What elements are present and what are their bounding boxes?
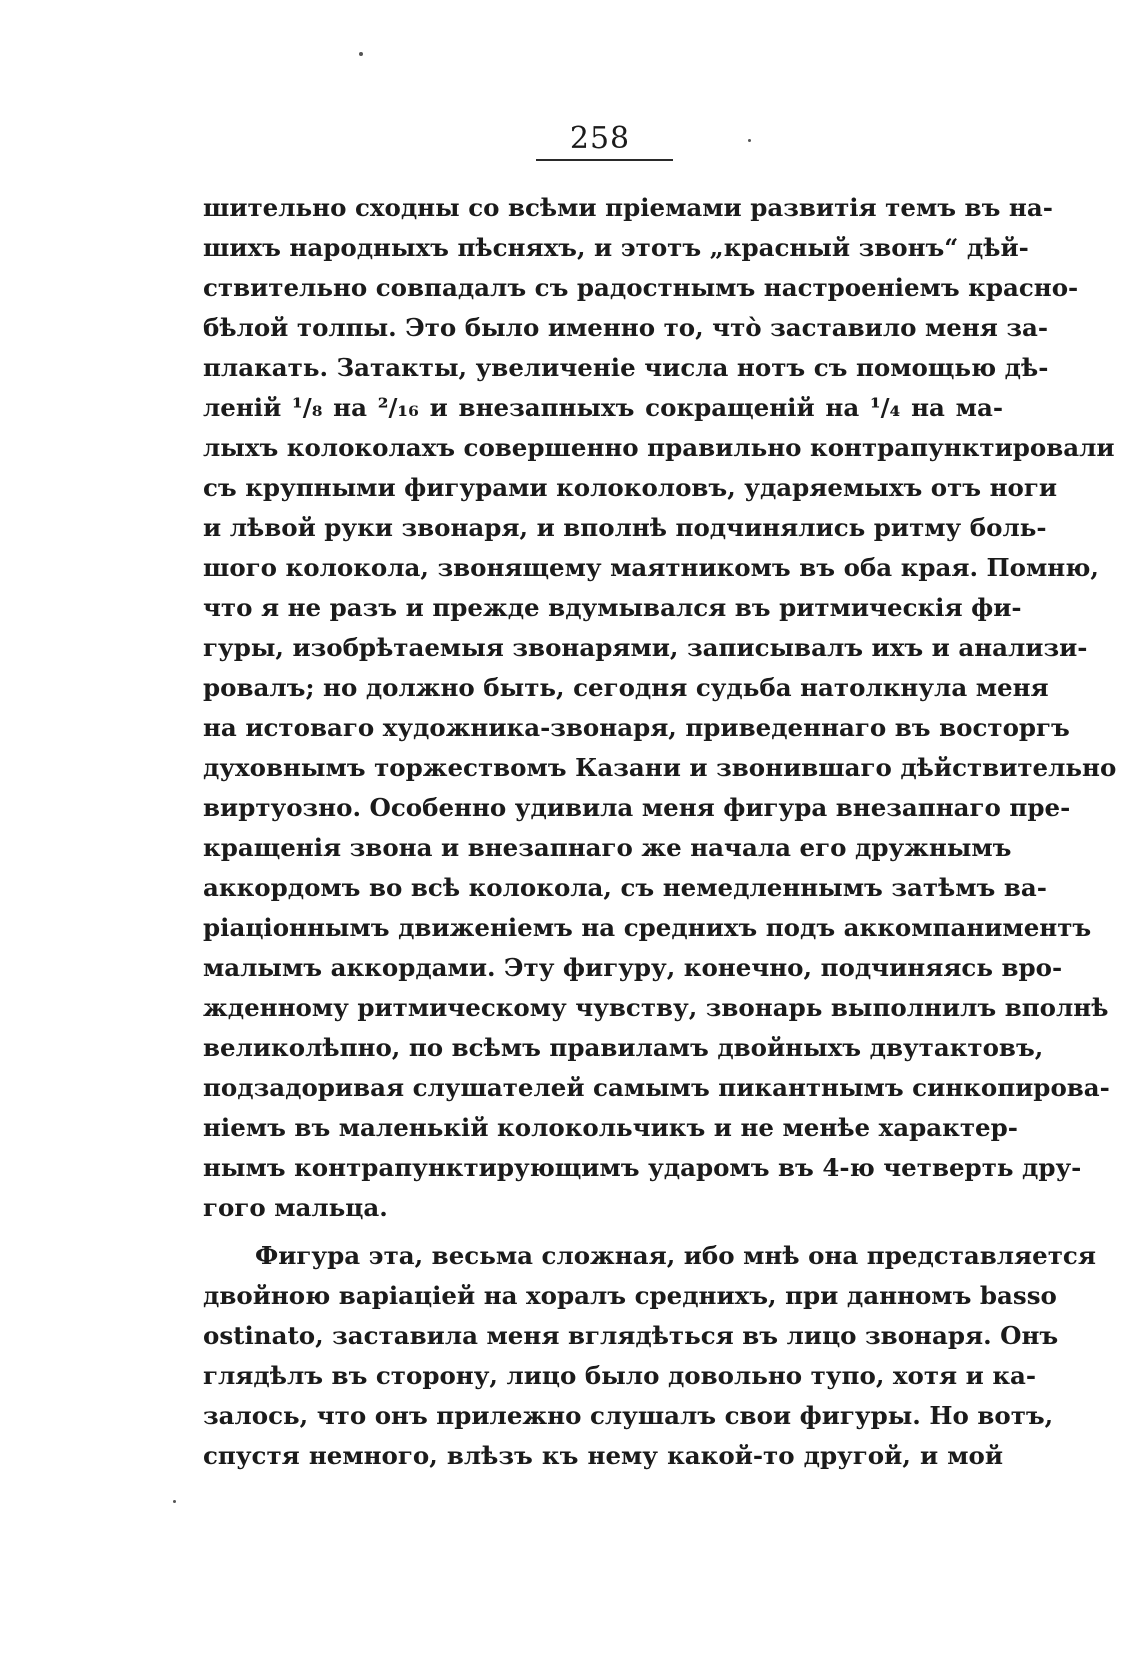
text-line: шого колокола, звонящему маятникомъ въ оба края. Помню,	[203, 553, 1099, 582]
text-line: виртуозно. Особенно удивила меня фигура внезапнаго пре-	[203, 793, 1071, 822]
text-line: бѣлой толпы. Это было именно то, что̀ заставило меня за-	[203, 313, 1049, 342]
text-line: спустя немного, влѣзъ къ нему какой-то другой, и мой	[203, 1441, 1003, 1470]
text-line: нымъ контрапунктирующимъ ударомъ въ 4-ю четверть дру-	[203, 1153, 1082, 1182]
paragraph-1	[203, 188, 1117, 1228]
text-line: подзадоривая слушателей самымъ пикантнымъ синкопирова-	[203, 1073, 1110, 1102]
text-line: шихъ народныхъ пѣсняхъ, и этотъ „красный звонъ“ дѣй-	[203, 233, 1029, 262]
text-line: ріаціоннымъ движеніемъ на среднихъ подъ аккомпаниментъ	[203, 913, 1092, 942]
text-line: на истоваго художника-звонаря, приведеннаго въ восторгъ	[203, 713, 1070, 742]
text-line: духовнымъ торжествомъ Казани и звонившаго дѣйствительно	[203, 753, 1117, 782]
text-line: лыхъ колоколахъ совершенно правильно контрапунктировали	[203, 433, 1115, 462]
body-text	[203, 188, 1117, 1476]
text-line: шительно сходны со всѣми пріемами развитія темъ въ на-	[203, 193, 1053, 222]
text-line: что я не разъ и прежде вдумывался въ ритмическія фи-	[203, 593, 1022, 622]
text-line: ніемъ въ маленькій колокольчикъ и не менѣе характер-	[203, 1113, 1018, 1142]
text-line: аккордомъ во всѣ колокола, съ немедленнымъ затѣмъ ва-	[203, 873, 1047, 902]
text-line: съ крупными фигурами колоколовъ, ударяемыхъ отъ ноги	[203, 473, 1058, 502]
paragraph-2	[203, 1236, 1096, 1476]
text-line: гого мальца.	[203, 1193, 388, 1222]
text-line: двойною варіаціей на хоралъ среднихъ, при данномъ basso	[203, 1281, 1057, 1310]
text-line: леній ¹/₈ на ²/₁₆ и внезапныхъ сокращеній на ¹/₄ на ма-	[203, 393, 1003, 422]
text-line: малымъ аккордами. Эту фигуру, конечно, подчиняясь вро-	[203, 953, 1063, 982]
text-line: Фигура эта, весьма сложная, ибо мнѣ она представляется	[255, 1241, 1096, 1270]
text-line: кращенія звона и внезапнаго же начала его дружнымъ	[203, 833, 1012, 862]
print-speck	[359, 52, 363, 56]
text-line: глядѣлъ въ сторону, лицо было довольно тупо, хотя и ка-	[203, 1361, 1037, 1390]
page-number: 258	[569, 121, 631, 156]
text-line: ствительно совпадалъ съ радостнымъ настроеніемъ красно-	[203, 273, 1079, 302]
text-line: жденному ритмическому чувству, звонарь выполнилъ вполнѣ	[203, 993, 1109, 1022]
text-line: залось, что онъ прилежно слушалъ свои фигуры. Но вотъ,	[203, 1401, 1054, 1430]
page-number-rule	[536, 159, 673, 161]
text-line: ostinato, заставила меня вглядѣться въ лицо звонаря. Онъ	[203, 1321, 1059, 1350]
print-speck	[748, 139, 751, 142]
text-line: великолѣпно, по всѣмъ правиламъ двойныхъ двутактовъ,	[203, 1033, 1044, 1062]
text-line: гуры, изобрѣтаемыя звонарями, записывалъ ихъ и анализи-	[203, 633, 1088, 662]
text-line: ровалъ; но должно быть, сегодня судьба натолкнула меня	[203, 673, 1049, 702]
paragraph-gap	[203, 1228, 1003, 1236]
print-speck	[173, 1500, 176, 1503]
text-line: и лѣвой руки звонаря, и вполнѣ подчинялись ритму боль-	[203, 513, 1047, 542]
text-line: плакать. Затакты, увеличеніе числа нотъ съ помощью дѣ-	[203, 353, 1049, 382]
